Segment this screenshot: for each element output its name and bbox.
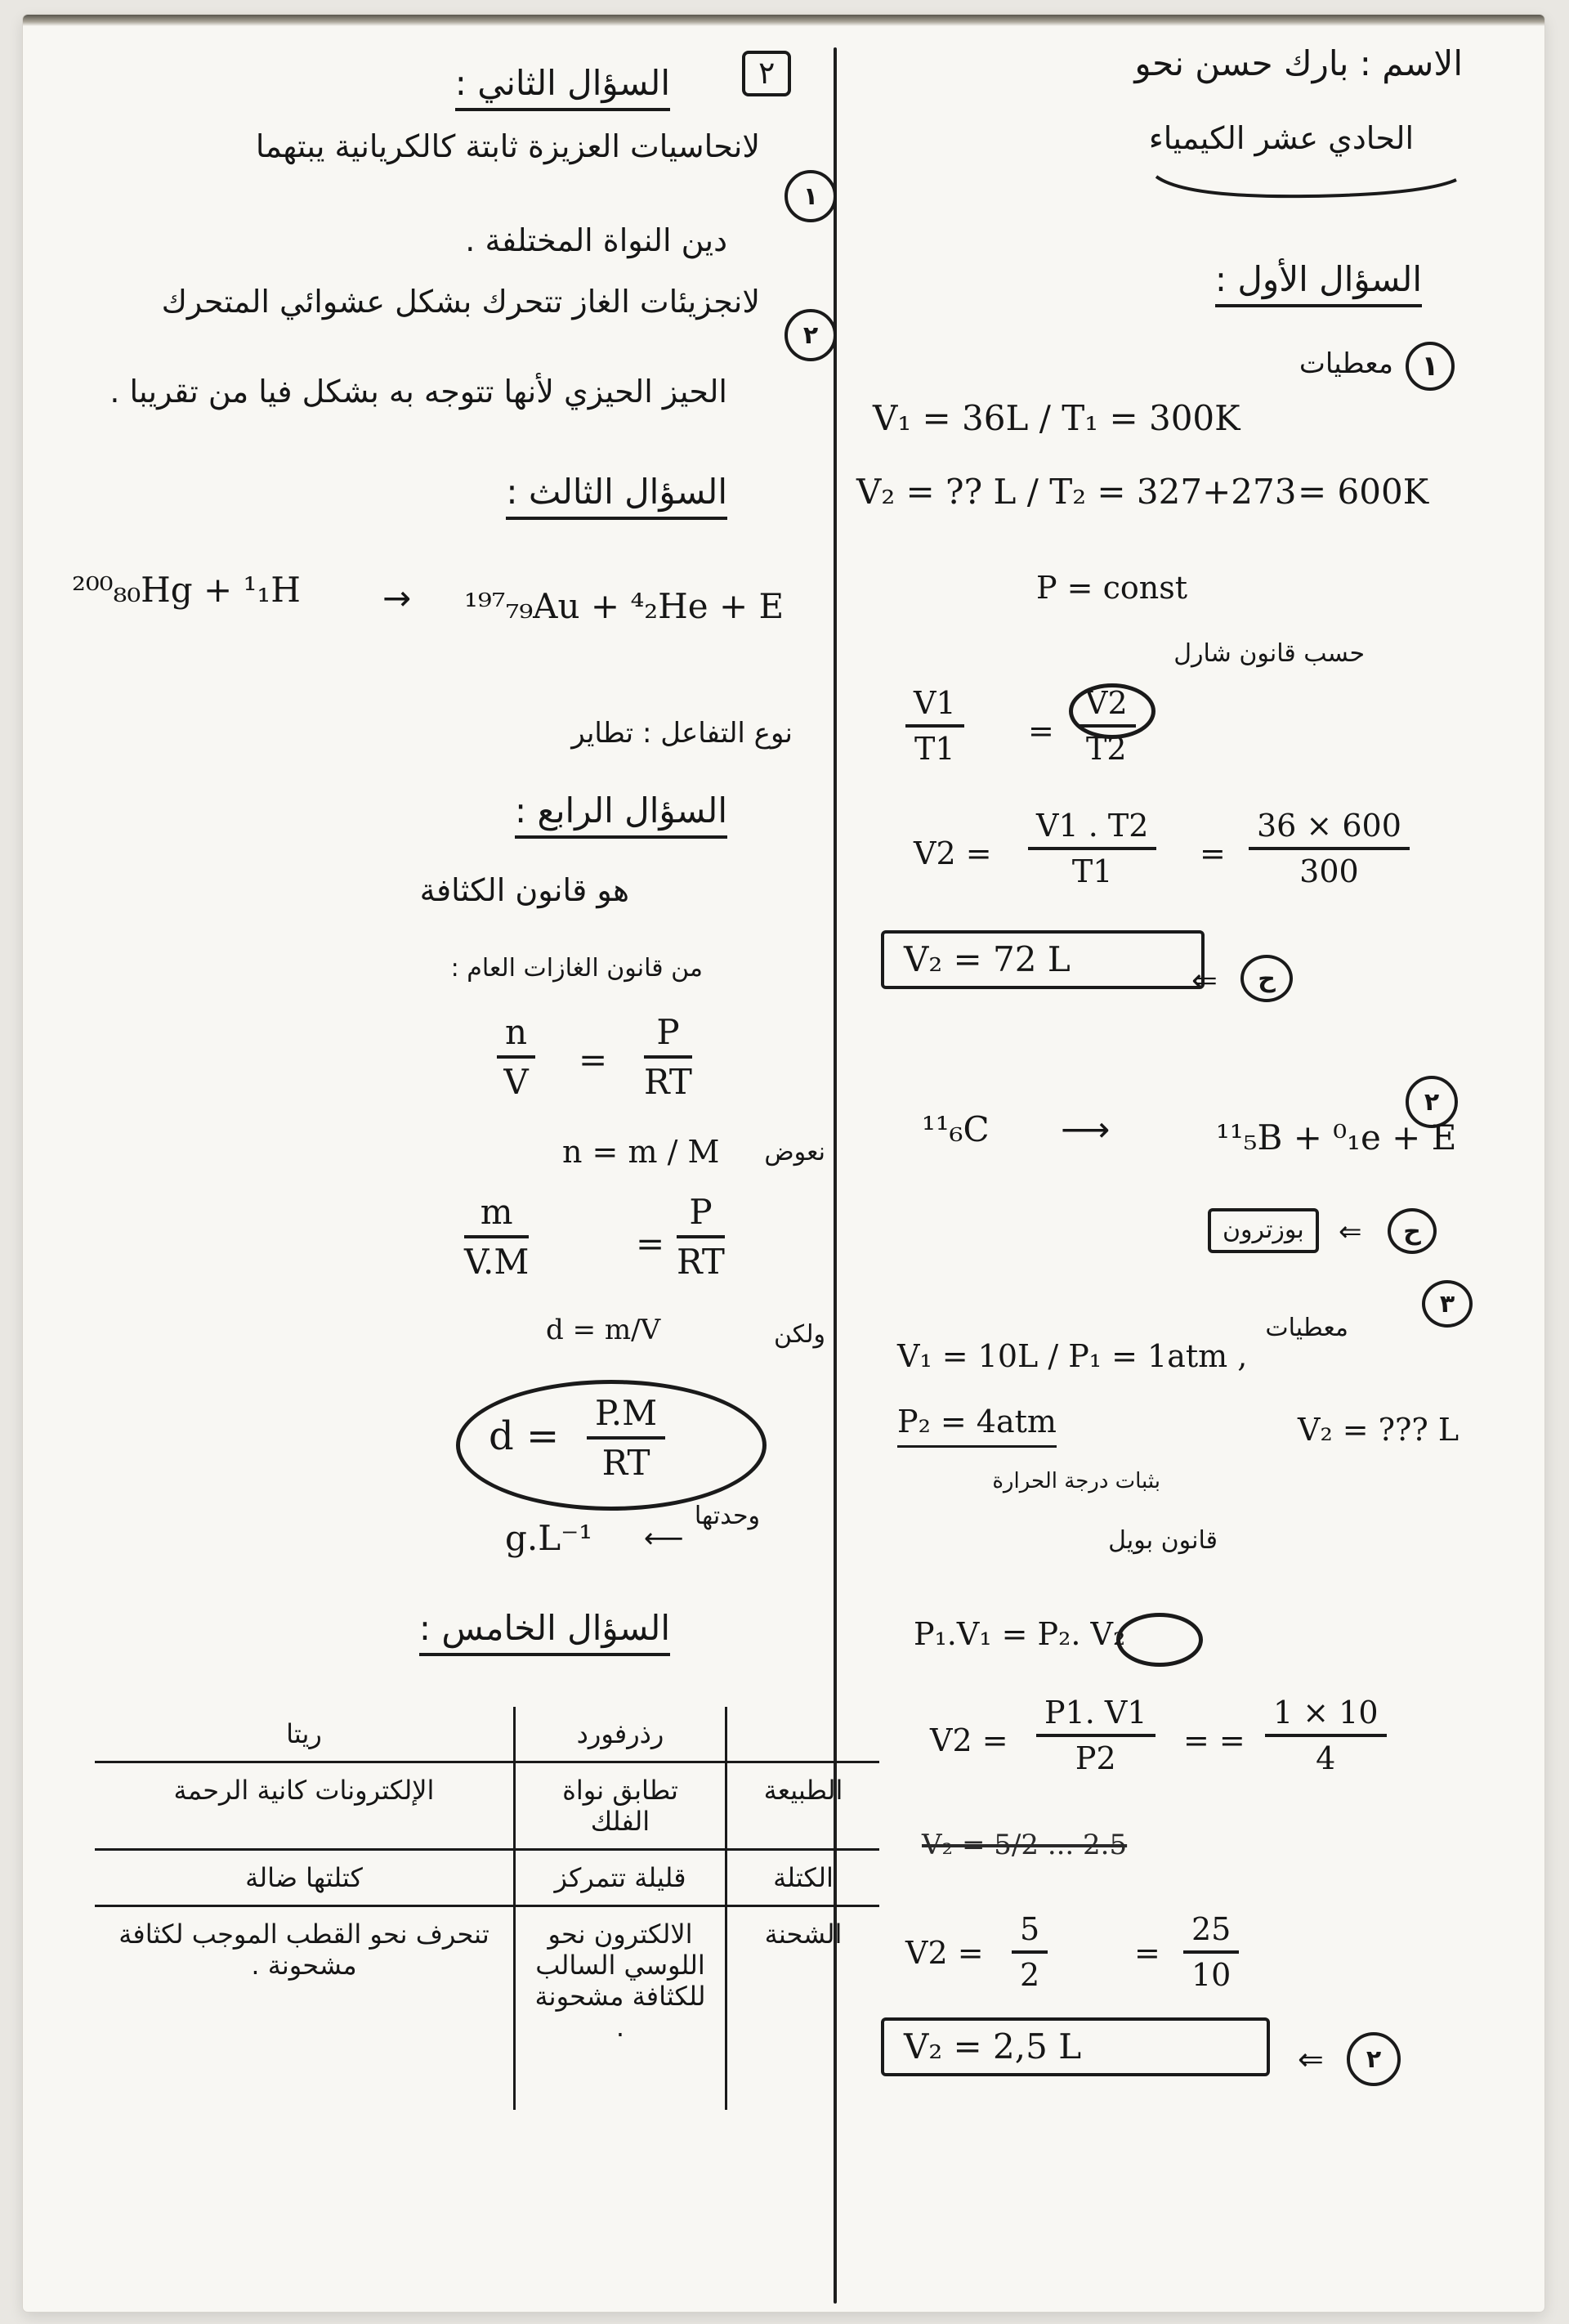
- table-header-cell: رذرفورد: [515, 1707, 726, 1762]
- table-cell: الالكترون نحو اللوسي السالب للكثافة مشحونة .: [515, 1906, 726, 2111]
- q1-ratio-left: [905, 685, 964, 767]
- q3-answer-arrow: ⇐: [1298, 2041, 1324, 2077]
- table-cell: تطابق نواة الفلك: [515, 1762, 726, 1850]
- q4-eq2-right: [677, 1192, 725, 1282]
- q4-eq1-p: P: [644, 1012, 692, 1059]
- q3-v2-calc-num: 1 × 10: [1265, 1695, 1387, 1737]
- q3-v2-decimal: [1183, 1911, 1239, 1993]
- nuclear-reactant: ¹¹₆C: [922, 1109, 990, 1149]
- q5-comparison-table: [95, 1707, 879, 2110]
- q4-unit-arrow: ⟵: [644, 1522, 684, 1555]
- table-cell: الإلكترونات كانية الرحمة: [95, 1762, 515, 1850]
- table-cell: تنحرف نحو القطب الموجب لكثافة مشحونة .: [118, 1919, 489, 1981]
- q1-answer-box: V₂ = 72 L: [881, 930, 1205, 989]
- q3-calc-equals: = =: [1183, 1722, 1245, 1758]
- q4-n-note: نعوض: [764, 1138, 825, 1166]
- q4-eq1-rt: RT: [644, 1062, 692, 1102]
- q3-v2-circle: [1116, 1613, 1203, 1667]
- q3-part-number: ٣: [1422, 1280, 1473, 1328]
- q1-pressure-const: P = const: [1036, 570, 1187, 606]
- q4-eq1-v: V: [503, 1062, 529, 1102]
- q3-v2-calc-den: 4: [1316, 1740, 1336, 1776]
- q1-v2-circle: [1069, 683, 1156, 739]
- q4-n-equation: n = m / M: [562, 1134, 720, 1170]
- q3-temp-const: بثبات درجة الحرارة: [992, 1469, 1160, 1493]
- q1-answer-tag: ح: [1240, 955, 1293, 1002]
- page-number-box: ٢: [742, 51, 791, 96]
- q3-boyle-law: قانون بويل: [1108, 1526, 1218, 1555]
- q4-eq1-n: n: [497, 1012, 535, 1059]
- q3-title: السؤال الثالث :: [506, 472, 727, 520]
- photo-edge: [23, 15, 1544, 26]
- particle-arrow: ⇐: [1339, 1216, 1362, 1248]
- q4-eq2-rt: RT: [677, 1242, 725, 1282]
- q4-answer: هو قانون الكثافة: [419, 872, 629, 908]
- q1-ratio-equals: =: [1028, 713, 1054, 749]
- q3-v2-decimal-den: 10: [1191, 1957, 1232, 1993]
- q1-v1-t1: V₁ = 36L / T₁ = 300K: [873, 398, 1240, 438]
- q1-v2-formula-num: V1 . T2: [1028, 808, 1156, 850]
- table-header-row: [95, 1707, 879, 1762]
- q4-derivation-label: من قانون الغازات العام :: [450, 954, 703, 983]
- q3-answer-box: V₂ = 2,5 L: [881, 2017, 1270, 2076]
- q1-v2-calc-den: 300: [1299, 853, 1359, 889]
- q4-title: السؤال الرابع :: [515, 791, 727, 839]
- q4-eq1-right: [644, 1012, 692, 1102]
- q3-reactants: ²⁰⁰₈₀Hg + ¹₁H: [72, 570, 301, 610]
- q3-v2-formula: [1036, 1695, 1156, 1776]
- q5-title: السؤال الخامس :: [419, 1609, 670, 1656]
- q4-unit-label: وحدتها: [694, 1502, 760, 1530]
- q3-v2-formula-num: P1. V1: [1036, 1695, 1156, 1737]
- particle-tag: ح: [1388, 1208, 1437, 1254]
- q3-v2-formula-den: P2: [1075, 1740, 1116, 1776]
- q1-v2-formula-den: T1: [1071, 853, 1113, 889]
- particle-box: بوزترون: [1208, 1208, 1319, 1253]
- nuclear-arrow: ⟶: [1061, 1109, 1111, 1149]
- q3-v2-lhs: V2 =: [930, 1722, 1008, 1758]
- q4-eq2-p: P: [677, 1192, 725, 1238]
- q3-products: ¹⁹⁷₇₉Au + ⁴₂He + E: [464, 586, 784, 626]
- grade-label: الحادي عشر الكيمياء: [1148, 120, 1414, 156]
- q2-a2-number: ٢: [784, 309, 837, 361]
- q4-final-fraction: [587, 1393, 665, 1483]
- q1-ratio-t2: T2: [1086, 731, 1127, 767]
- table-cell: قليلة تتمركز: [515, 1850, 726, 1906]
- q3-struck-work: V₂ = 5/2 ... 2.5: [922, 1829, 1128, 1861]
- q4-density-note: ولكن: [773, 1320, 825, 1349]
- q3-given-label: معطيات: [1265, 1314, 1348, 1342]
- q3-v2-decimal-num: 25: [1183, 1911, 1239, 1954]
- q1-calc-equals: =: [1200, 835, 1226, 871]
- q3-v2-unknown: V₂ = ??? L: [1298, 1412, 1459, 1448]
- q4-eq1-left: [497, 1012, 535, 1102]
- exam-sheet: [23, 15, 1544, 2312]
- q1-v2-calc-num: 36 × 600: [1249, 808, 1410, 850]
- q3-answer-tag: ٢: [1347, 2032, 1401, 2086]
- q4-eq2-equals: =: [636, 1224, 665, 1264]
- q4-final-rt: RT: [601, 1443, 650, 1483]
- q1-title: السؤال الأول :: [1215, 260, 1422, 307]
- table-cell: الشحنة: [726, 1906, 880, 2111]
- q1-ratio-v2: V2: [1077, 685, 1136, 728]
- student-name: الاسم : بارك حسن نحو: [1134, 43, 1463, 83]
- table-header-cell: [726, 1707, 880, 1762]
- q3-v1-p1: V₁ = 10L / P₁ = 1atm ,: [897, 1338, 1248, 1374]
- q3-reaction-type: نوع التفاعل : تطاير: [571, 717, 793, 750]
- q3-v2-calc: [1265, 1695, 1387, 1776]
- header-underline: [1152, 170, 1463, 203]
- q3-arrow: →: [382, 578, 412, 618]
- q1-v2-lhs: V2 =: [914, 835, 992, 871]
- q1-charles-law: حسب قانون شارل: [1173, 639, 1365, 668]
- q3-decimal-equals: =: [1134, 1935, 1160, 1971]
- q4-density-def: d = m/V: [546, 1314, 661, 1346]
- q2-a2-cont: الحيز الحيزي لأنها تتوجه به بشكل فيا من تقريبا .: [110, 374, 727, 410]
- table-cell: الطبيعة: [726, 1762, 880, 1850]
- q1-v2-formula: [1028, 808, 1156, 889]
- q3-p2: P₂ = 4atm: [897, 1404, 1057, 1448]
- nuclear-products: ¹¹₅B + ⁰₁e + E: [1216, 1117, 1457, 1158]
- q2-a1-number: ١: [784, 170, 837, 222]
- q4-final-lhs: d =: [489, 1413, 560, 1459]
- q4-eq2-left: [464, 1192, 529, 1282]
- table-cell: الكتلة: [726, 1850, 880, 1906]
- q4-final-pm: P.M: [587, 1393, 665, 1440]
- q4-unit: g.L⁻¹: [505, 1518, 593, 1558]
- q3-v2-fraction-num: 5: [1012, 1911, 1048, 1954]
- q4-eq2-m: m: [464, 1192, 529, 1238]
- q1-v2-t2: V₂ = ?? L / T₂ = 327+273: [856, 472, 1297, 512]
- table-row: [95, 1906, 879, 2111]
- table-row: [95, 1850, 879, 1906]
- q1-ratio-t1: T1: [914, 731, 955, 767]
- q1-t2-result: = 600K: [1298, 472, 1429, 512]
- q4-eq1-equals: =: [579, 1040, 608, 1080]
- q2-title: السؤال الثاني :: [455, 64, 670, 111]
- q1-v2-calc: [1249, 808, 1410, 889]
- q3-v2-fraction: [1012, 1911, 1048, 1993]
- q3-v2-fraction-den: 2: [1020, 1957, 1040, 1993]
- q1-given-label: معطيات: [1299, 347, 1393, 380]
- table-cell: كتلتها ضالة: [95, 1850, 515, 1906]
- q4-eq2-vm: V.M: [464, 1242, 530, 1282]
- q1-ratio-v1: V1: [905, 685, 964, 728]
- table-header-cell: ريتا: [95, 1707, 515, 1762]
- q3-boyle-equation: P₁.V₁ = P₂. V₂: [914, 1616, 1126, 1652]
- q2-part-number: ٢: [1406, 1076, 1458, 1128]
- table-row: [95, 1762, 879, 1850]
- q2-a1-cont: دين النواة المختلفة .: [465, 222, 727, 258]
- q1-answer-arrow: ⇐: [1191, 962, 1218, 998]
- q2-a2-text: لانجزيئات الغاز تتحرك بشكل عشوائي المتحرك: [161, 284, 760, 320]
- q2-a1-text: لانحاسيات العزيزة ثابتة كالكريانية يبتهما: [255, 128, 760, 164]
- q3-v2-frac-lhs: V2 =: [905, 1935, 984, 1971]
- q1-part1-number: ١: [1406, 342, 1455, 391]
